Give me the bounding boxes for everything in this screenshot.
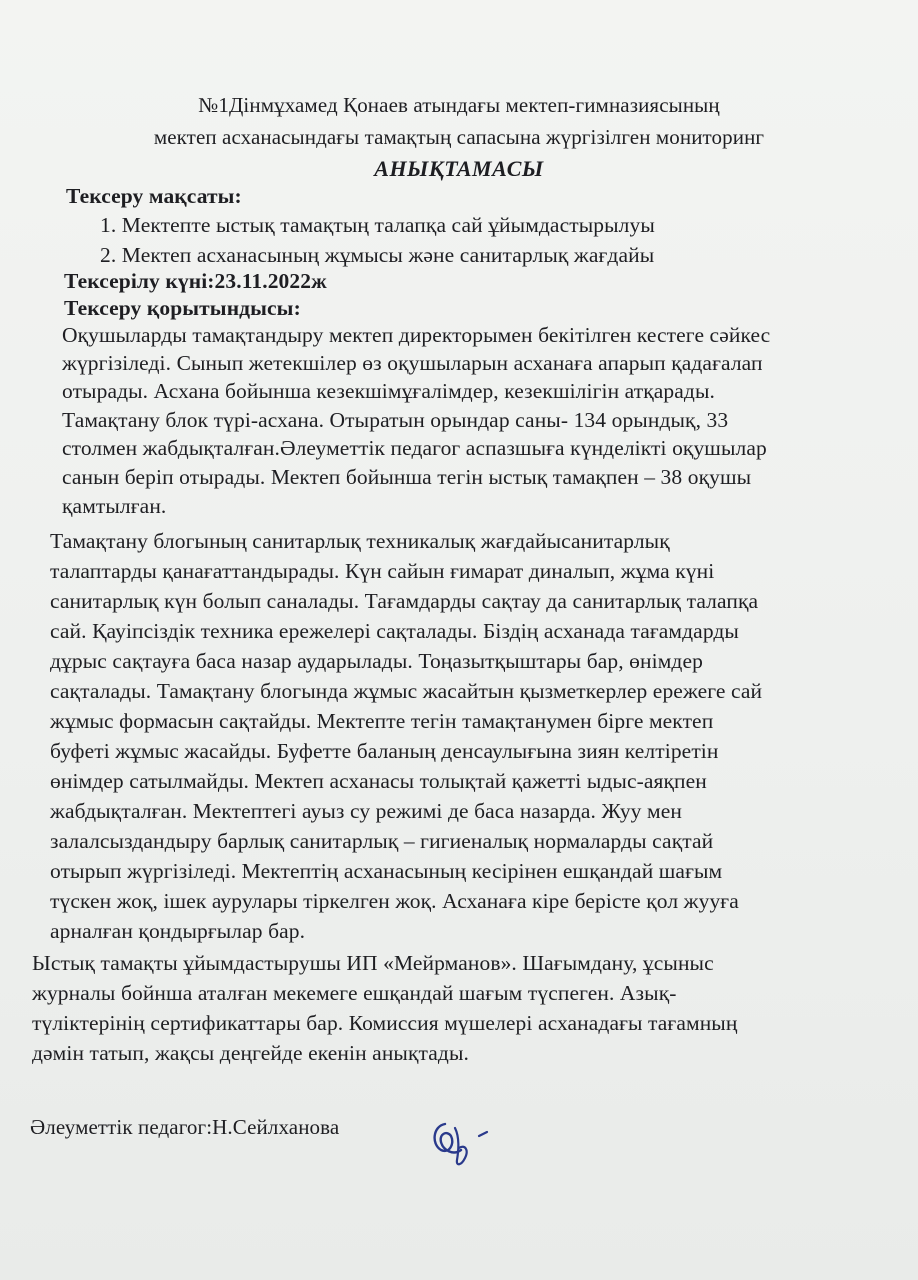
body-line: жабдықталған. Мектептегі ауыз су режимі де баса назарда. Жуу мен <box>50 799 682 823</box>
body-line: Тамақтану блок түрі-асхана. Отыратын орындар саны- 134 орындық, 33 <box>62 408 729 432</box>
purpose-item-1: 1. Мектепте ыстық тамақтың талапқа сай ұйымдастырылуы <box>100 213 655 237</box>
body-line: арналған қондырғылар бар. <box>50 919 306 943</box>
body-line: өнімдер сатылмайды. Мектеп асханасы толықтай қажетті ыдыс-аяқпен <box>50 769 707 793</box>
body-line: түскен жоқ, ішек аурулары тіркелген жоқ. Асханаға кіре берісте қол жууға <box>50 889 739 913</box>
purpose-label: Тексеру мақсаты: <box>66 184 242 208</box>
header-line-1: №1Дінмұхамед Қонаев атындағы мектеп-гимназиясының <box>198 93 720 117</box>
result-label: Тексеру қорытындысы: <box>64 296 301 320</box>
signoff-line: Әлеуметтік педагог:Н.Сейлханова <box>30 1115 340 1139</box>
body-line: столмен жабдықталған.Әлеуметтік педагог аспазшыға күнделікті оқушылар <box>62 436 767 460</box>
body-line: буфеті жұмыс жасайды. Буфетте баланың денсаулығына зиян келтіретін <box>50 739 719 763</box>
body-line: талаптарды қанағаттандырады. Күн сайын ғимарат диналып, жұма күні <box>50 559 715 583</box>
document-title: АНЫҚТАМАСЫ <box>374 156 544 181</box>
body-line: дәмін татып, жақсы деңгейде екенін анықтады. <box>32 1041 469 1065</box>
body-line: журналы бойнша аталған мекемеге ешқандай шағым түспеген. Азық- <box>32 981 677 1005</box>
body-line: санын беріп отырады. Мектеп бойынша тегін ыстық тамақпен – 38 оқушы <box>62 465 752 489</box>
body-line: Ыстық тамақты ұйымдастырушы ИП «Мейрманов». Шағымдану, ұсыныс <box>32 951 714 975</box>
body-line: жүргізіледі. Сынып жетекшілер өз оқушыларын асханаға апарып қадағалап <box>62 351 763 375</box>
body-line: отырып жүргізіледі. Мектептің асханасының кесірінен ешқандай шағым <box>50 859 723 883</box>
body-line: залалсыздандыру барлық санитарлық – гигиеналық нормаларды сақтай <box>50 829 714 853</box>
body-line: сақталады. Тамақтану блогында жұмыс жасайтын қызметкерлер ережеге сай <box>50 679 763 703</box>
purpose-item-2: 2. Мектеп асханасының жұмысы және санитарлық жағдайы <box>100 243 655 267</box>
header-line-2: мектеп асханасындағы тамақтың сапасына жүргізілген мониторинг <box>153 125 765 149</box>
body-line: сай. Қауіпсіздік техника ережелері сақталады. Біздің асханада тағамдарды <box>50 619 739 643</box>
handwritten-signature <box>425 1110 495 1170</box>
body-line: Тамақтану блогының санитарлық техникалық жағдайысанитарлық <box>50 529 670 553</box>
body-line: қамтылған. <box>62 494 167 518</box>
body-line: отырады. Асхана бойынша кезекшімұғалімдер, кезекшілігін атқарады. <box>62 379 715 403</box>
body-line: Оқушыларды тамақтандыру мектеп директорымен бекітілген кестеге сәйкес <box>62 323 771 347</box>
body-line: жұмыс формасын сақтайды. Мектепте тегін тамақтанумен бірге мектеп <box>50 709 714 733</box>
body-line: дұрыс сақтауға баса назар аударылады. Тоңазытқыштары бар, өнімдер <box>50 649 703 673</box>
body-line: түліктерінің сертификаттары бар. Комиссия мүшелері асханадағы тағамның <box>32 1011 738 1035</box>
inspection-date: Тексерілу күні:23.11.2022ж <box>64 269 327 293</box>
body-line: санитарлық күн болып саналады. Тағамдарды сақтау да санитарлық талапқа <box>50 589 759 613</box>
